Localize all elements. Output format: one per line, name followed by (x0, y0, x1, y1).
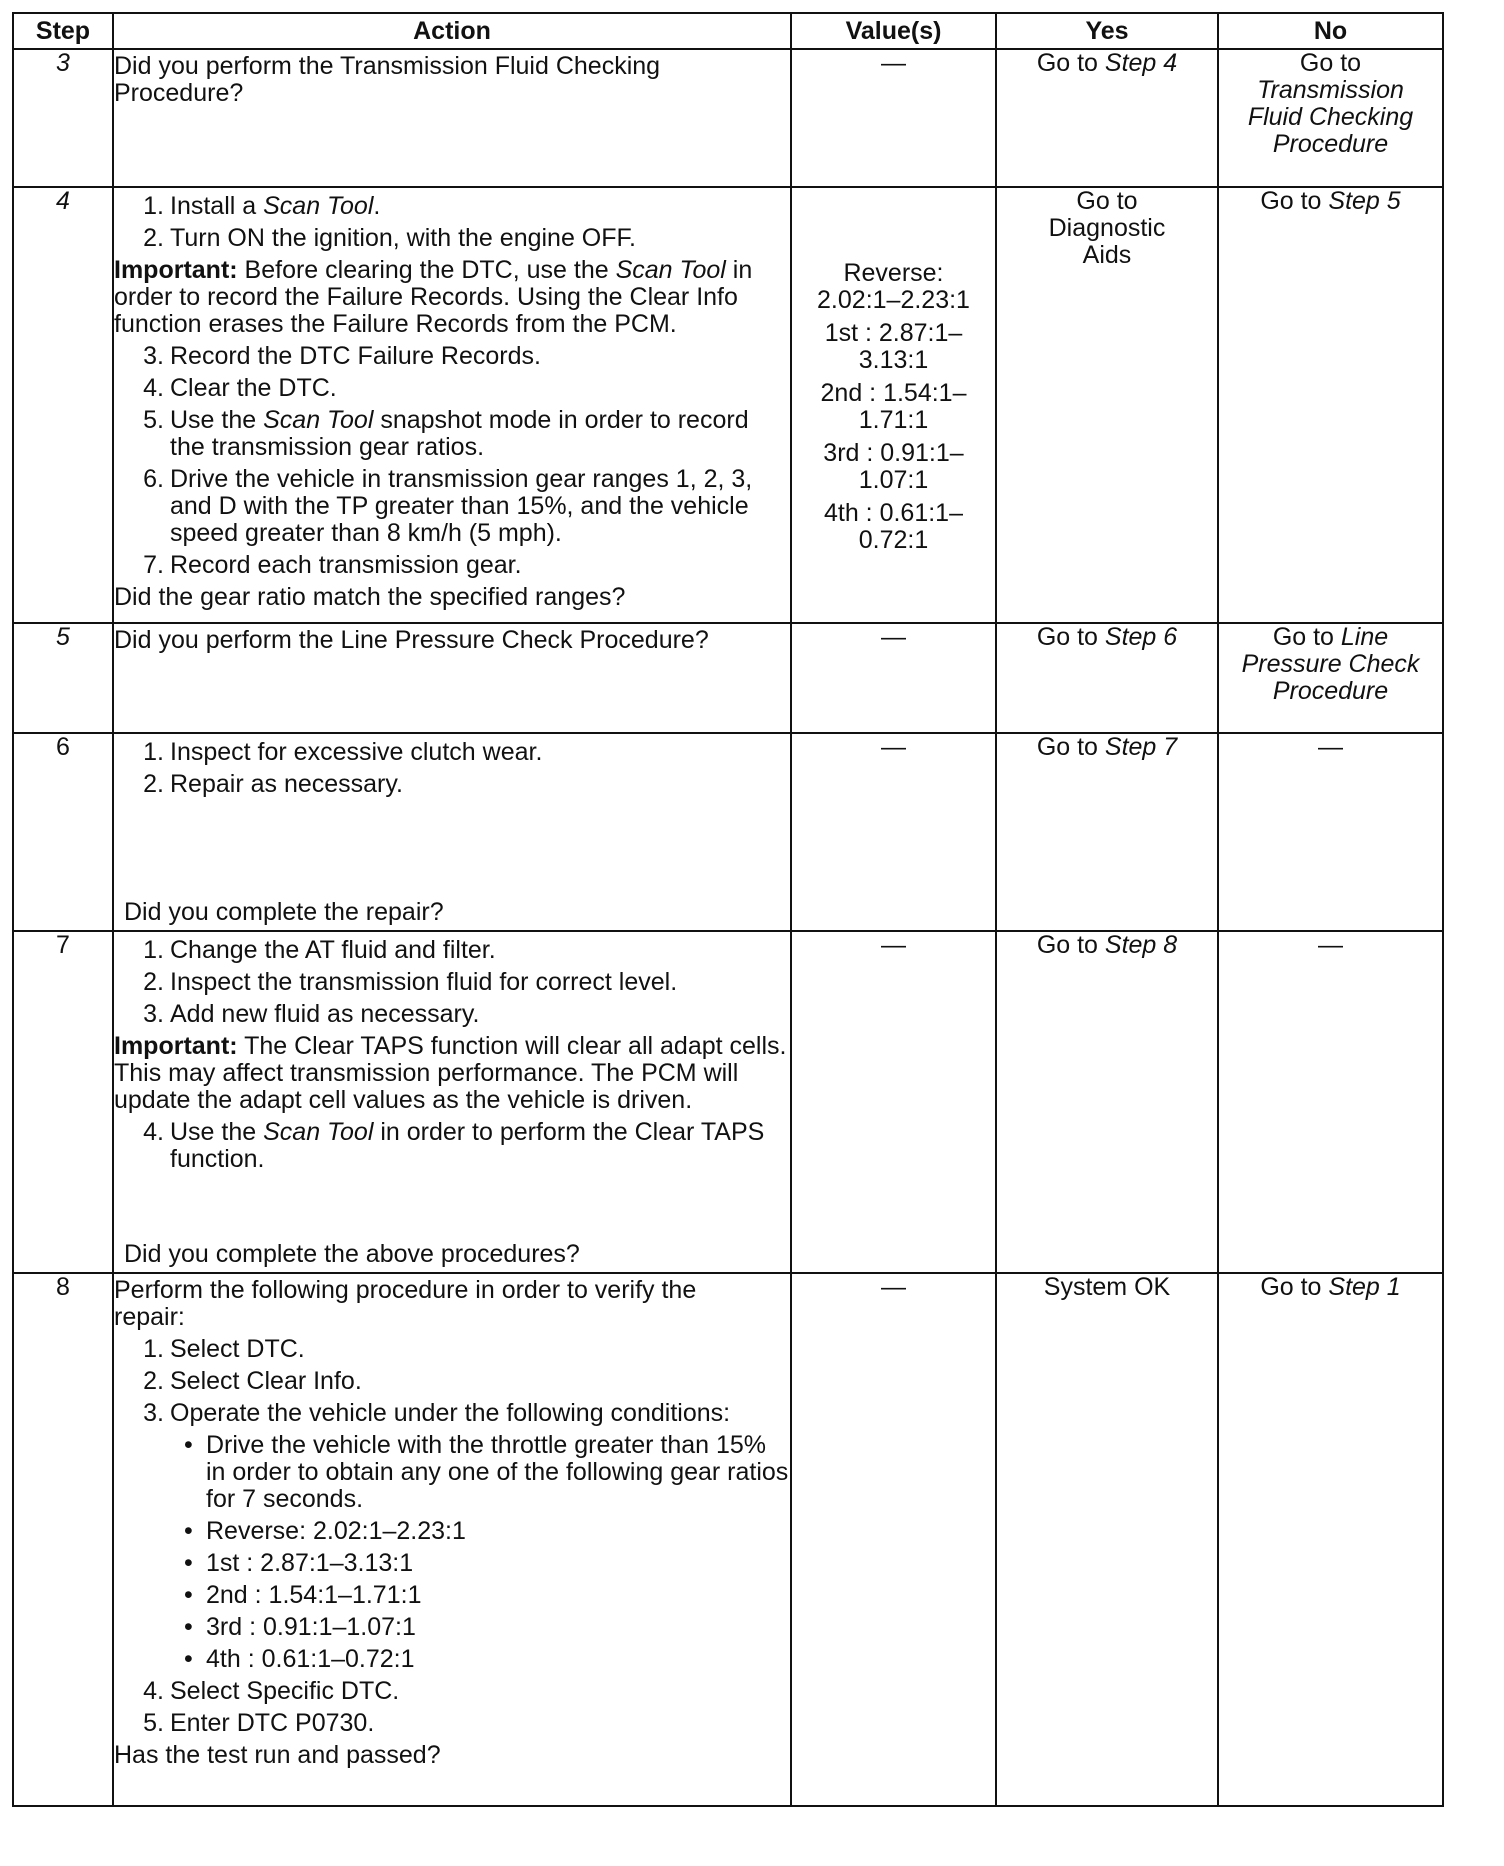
no-link[interactable]: Transmission Fluid Checking Procedure (1247, 76, 1414, 158)
item-text: Record each transmission gear. (170, 551, 522, 579)
item-text: Record the DTC Failure Records. (170, 342, 541, 370)
step-number: 3 (13, 49, 113, 187)
bullet-text: 3rd : 0.91:1–1.07:1 (206, 1613, 416, 1641)
step-number: 6 (13, 733, 113, 931)
bullet-list (114, 1432, 790, 1673)
yes-cell (996, 623, 1218, 733)
header-row (13, 13, 1443, 49)
item-text: Use the (170, 1118, 264, 1146)
list-item (114, 1400, 790, 1427)
value-range: 3rd : 0.91:1–1.07:1 (823, 439, 964, 494)
value-range: 1st : 2.87:1–3.13:1 (824, 319, 963, 374)
important-text: Before clearing the DTC, use the (237, 256, 616, 284)
yes-link[interactable]: Step 7 (1104, 733, 1178, 761)
diagnostic-table (12, 12, 1444, 1807)
action-cell (113, 49, 791, 187)
no-cell (1218, 1273, 1443, 1806)
action-cell (113, 931, 791, 1273)
item-text: Drive the vehicle in transmission gear ranges 1, 2, 3, and D with the TP greater than 15%, and the vehicle speed greater than 8 km/h (5 mph). (170, 465, 753, 547)
item-number: 2. (143, 770, 164, 798)
no-prefix: Go to (1299, 49, 1362, 77)
list-item (114, 1119, 790, 1173)
list-item (114, 1710, 790, 1737)
list-item (114, 1678, 790, 1705)
list-item (114, 739, 790, 766)
action-list (114, 739, 790, 798)
list-item (114, 466, 790, 547)
item-number: 2. (143, 1367, 164, 1395)
value-range: Reverse: 2.02:1–2.23:1 (817, 259, 970, 314)
item-number: 2. (143, 224, 164, 252)
item-number: 2. (143, 968, 164, 996)
no-link[interactable]: Step 5 (1328, 187, 1401, 215)
yes-cell (996, 931, 1218, 1273)
item-number: 1. (143, 936, 164, 964)
important-emphasis: Scan Tool (615, 256, 726, 284)
important-note (114, 257, 790, 338)
item-text: Select DTC. (170, 1335, 305, 1363)
important-note (114, 1033, 790, 1114)
list-item (114, 375, 790, 402)
step-number: 5 (13, 623, 113, 733)
item-text: Add new fluid as necessary. (170, 1000, 480, 1028)
item-text: Use the (170, 406, 264, 434)
bullet-icon: • (184, 1431, 193, 1459)
action-question: Did you perform the Line Pressure Check Procedure? (114, 626, 709, 654)
list-item (114, 552, 790, 579)
action-list-a (114, 1336, 790, 1427)
no-link[interactable]: Line Pressure Check Procedure (1241, 623, 1420, 705)
no-cell: — (1218, 931, 1443, 1273)
bullet-item (114, 1614, 790, 1641)
item-number: 6. (143, 465, 164, 493)
bullet-text: 4th : 0.61:1–0.72:1 (206, 1645, 415, 1673)
yes-prefix: Go to (1036, 49, 1105, 77)
action-question: Has the test run and passed? (114, 1741, 441, 1769)
yes-link[interactable]: Step 4 (1104, 49, 1178, 77)
item-text: Clear the DTC. (170, 374, 337, 402)
yes-cell (996, 187, 1218, 623)
header-action: Action (113, 13, 791, 49)
values-cell: — (791, 623, 996, 733)
list-item (114, 1368, 790, 1395)
table-row-step-6 (13, 733, 1443, 931)
action-cell (113, 187, 791, 623)
item-text: Turn ON the ignition, with the engine OFF. (170, 224, 636, 252)
item-number: 1. (143, 738, 164, 766)
values-cell (791, 187, 996, 623)
important-label: Important: (114, 256, 238, 284)
yes-prefix: Go to (1036, 931, 1105, 959)
action-cell (113, 733, 791, 931)
header-no: No (1218, 13, 1443, 49)
item-text: Inspect for excessive clutch wear. (170, 738, 543, 766)
values-cell: — (791, 733, 996, 931)
no-prefix: Go to (1272, 623, 1341, 651)
bullet-text: 2nd : 1.54:1–1.71:1 (206, 1581, 422, 1609)
item-emphasis: Scan Tool (263, 406, 374, 434)
list-item (114, 225, 790, 252)
bullet-icon: • (184, 1645, 193, 1673)
values-cell: — (791, 1273, 996, 1806)
item-number: 3. (143, 1000, 164, 1028)
action-intro: Perform the following procedure in order to verify the repair: (114, 1276, 697, 1331)
bullet-icon: • (184, 1613, 193, 1641)
values-cell: — (791, 49, 996, 187)
table-row-step-5 (13, 623, 1443, 733)
bullet-item (114, 1646, 790, 1673)
bullet-item (114, 1432, 790, 1513)
item-text: Select Clear Info. (170, 1367, 362, 1395)
no-prefix: Go to (1260, 1273, 1329, 1301)
list-item (114, 1001, 790, 1028)
item-text: Operate the vehicle under the following conditions: (170, 1399, 731, 1427)
no-prefix: Go to (1260, 187, 1329, 215)
item-text: snapshot mode in order to record the transmission gear ratios. (170, 406, 749, 461)
action-cell (113, 1273, 791, 1806)
item-text: Select Specific DTC. (170, 1677, 400, 1705)
bullet-item (114, 1582, 790, 1609)
header-step: Step (13, 13, 113, 49)
list-item (114, 969, 790, 996)
action-list-b (114, 1119, 790, 1173)
item-text: Change the AT fluid and filter. (170, 936, 496, 964)
table-row-step-4 (13, 187, 1443, 623)
header-values: Value(s) (791, 13, 996, 49)
item-number: 3. (143, 342, 164, 370)
no-cell (1218, 623, 1443, 733)
important-text: The Clear TAPS function will clear all adapt cells. This may affect transmission performance. The PCM will update the adapt cell values as the vehicle is driven. (114, 1032, 787, 1114)
action-question: Did you complete the repair? (124, 898, 444, 926)
table-row-step-3 (13, 49, 1443, 187)
item-number: 4. (143, 374, 164, 402)
item-text: . (373, 192, 381, 220)
item-number: 3. (143, 1399, 164, 1427)
list-item (114, 193, 790, 220)
item-number: 7. (143, 551, 164, 579)
action-question: Did the gear ratio match the specified ranges? (114, 583, 626, 611)
action-list-b (114, 1678, 790, 1737)
yes-link[interactable]: Step 6 (1104, 623, 1178, 651)
action-cell (113, 623, 791, 733)
bullet-item (114, 1550, 790, 1577)
step-number: 7 (13, 931, 113, 1273)
bullet-icon: • (184, 1581, 193, 1609)
no-cell: — (1218, 733, 1443, 931)
list-item (114, 771, 790, 798)
bullet-item (114, 1518, 790, 1545)
yes-cell (996, 49, 1218, 187)
item-text: Install a (170, 192, 264, 220)
yes-prefix: Go to (1036, 623, 1105, 651)
important-label: Important: (114, 1032, 238, 1060)
action-list-b (114, 343, 790, 579)
item-emphasis: Scan Tool (263, 192, 374, 220)
action-list-a (114, 937, 790, 1028)
list-item (114, 343, 790, 370)
item-number: 1. (143, 192, 164, 220)
bullet-text: 1st : 2.87:1–3.13:1 (206, 1549, 414, 1577)
list-item (114, 407, 790, 461)
yes-prefix: Go to (1036, 733, 1105, 761)
table-row-step-7 (13, 931, 1443, 1273)
header-yes: Yes (996, 13, 1218, 49)
item-number: 5. (143, 406, 164, 434)
yes-text[interactable]: Go to Diagnostic Aids (1048, 187, 1166, 269)
yes-cell (996, 733, 1218, 931)
bullet-text: Reverse: 2.02:1–2.23:1 (206, 1517, 466, 1545)
value-range: 2nd : 1.54:1–1.71:1 (820, 379, 967, 434)
action-list-a (114, 193, 790, 252)
bullet-icon: • (184, 1549, 193, 1577)
values-cell: — (791, 931, 996, 1273)
step-number: 8 (13, 1273, 113, 1806)
item-text: in order to perform the Clear TAPS function. (170, 1118, 765, 1173)
item-number: 4. (143, 1118, 164, 1146)
bullet-text: Drive the vehicle with the throttle greater than 15% in order to obtain any one of the following gear ratios for 7 seconds. (206, 1431, 789, 1513)
step-number: 4 (13, 187, 113, 623)
value-range: 4th : 0.61:1–0.72:1 (823, 499, 963, 554)
item-text: Repair as necessary. (170, 770, 403, 798)
no-cell (1218, 49, 1443, 187)
yes-cell[interactable]: System OK (996, 1273, 1218, 1806)
yes-link[interactable]: Step 8 (1104, 931, 1178, 959)
item-number: 1. (143, 1335, 164, 1363)
item-text: Enter DTC P0730. (170, 1709, 375, 1737)
item-number: 4. (143, 1677, 164, 1705)
no-cell (1218, 187, 1443, 623)
item-text: Inspect the transmission fluid for correct level. (170, 968, 678, 996)
bullet-icon: • (184, 1517, 193, 1545)
list-item (114, 937, 790, 964)
table-row-step-8 (13, 1273, 1443, 1806)
action-question: Did you complete the above procedures? (124, 1240, 580, 1268)
action-question: Did you perform the Transmission Fluid Checking Procedure? (114, 52, 661, 107)
no-link[interactable]: Step 1 (1328, 1273, 1401, 1301)
item-emphasis: Scan Tool (263, 1118, 374, 1146)
item-number: 5. (143, 1709, 164, 1737)
list-item (114, 1336, 790, 1363)
important-text: in order to record the Failure Records. Using the Clear Info function erases the Failure Records from the PCM. (114, 256, 753, 338)
